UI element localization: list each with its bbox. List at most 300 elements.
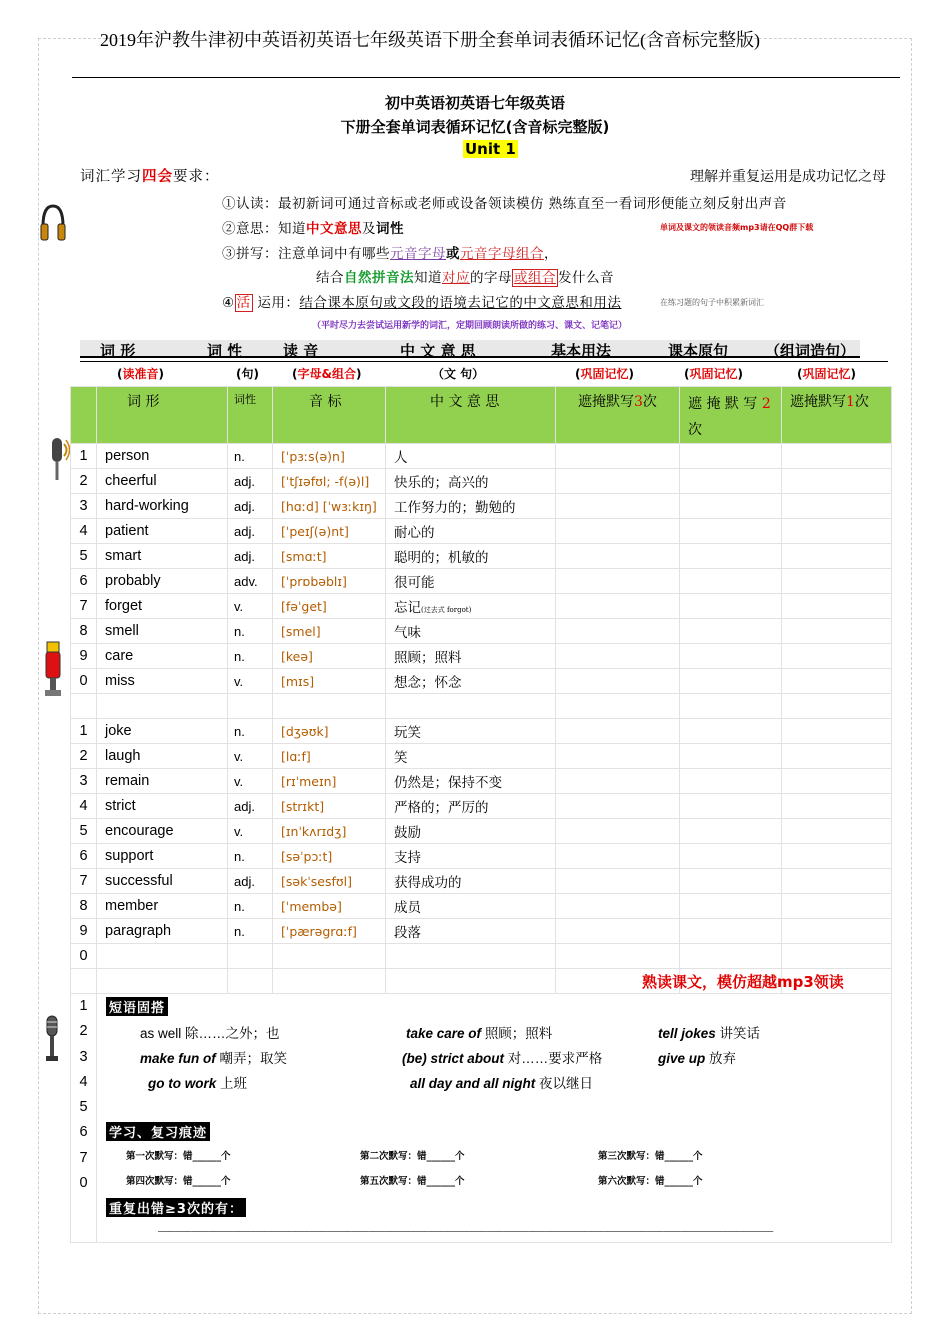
usage-tip: （平时尽力去尝试运用新学的词汇，定期回顾朗读所做的练习、课文、记笔记） xyxy=(312,321,628,331)
table-row xyxy=(71,669,892,694)
th-pos: 词性 xyxy=(228,387,273,444)
meaning-cell xyxy=(386,644,556,669)
ipa-cell: [keə] xyxy=(273,644,386,669)
recite-cell xyxy=(680,444,782,469)
ipa-cell: [lɑːf] xyxy=(273,744,386,769)
header-pronunciation: 读 音 xyxy=(283,342,319,360)
header-usage: 基本用法 xyxy=(551,342,612,360)
th-ipa: 音 标 xyxy=(273,387,386,444)
meaning-text: 想念；怀念 xyxy=(394,675,462,691)
recite-cell xyxy=(680,919,782,944)
recite-cell xyxy=(556,669,680,694)
phrase-english: as well xyxy=(140,1026,182,1041)
row-number: 4 xyxy=(71,519,97,544)
table-row xyxy=(71,769,892,794)
recite-cell xyxy=(782,794,892,819)
table-row xyxy=(71,869,892,894)
table-row xyxy=(71,919,892,944)
meaning-cell xyxy=(386,944,556,969)
table-row xyxy=(71,619,892,644)
meaning-cell xyxy=(386,844,556,869)
recite-cell xyxy=(680,519,782,544)
document-title: 2019年沪教牛津初中英语初英语七年级英语下册全套单词表循环记忆(含音标完整版) xyxy=(100,30,760,50)
row-number: 6 xyxy=(71,844,97,869)
recite-cell xyxy=(556,519,680,544)
review-4: 第四次默写：错______个 xyxy=(126,1176,231,1187)
pos-cell: adv. xyxy=(228,569,273,594)
phrase-item xyxy=(402,1047,602,1067)
recite-cell xyxy=(680,494,782,519)
recite-cell xyxy=(556,494,680,519)
phrase-english: (be) strict about xyxy=(402,1051,505,1066)
recite-cell xyxy=(680,619,782,644)
blank-cell xyxy=(680,694,782,719)
recite-cell xyxy=(782,769,892,794)
ipa-cell xyxy=(273,944,386,969)
pos-cell: adj. xyxy=(228,469,273,494)
blank-cell xyxy=(228,969,273,994)
word-cell: member xyxy=(97,894,228,919)
blank-cell xyxy=(386,969,556,994)
th-recite-1: 遮掩默写1次 xyxy=(782,387,892,444)
recite-cell xyxy=(680,544,782,569)
row-number: 1 xyxy=(71,719,97,744)
meaning-text: 支持 xyxy=(394,850,421,866)
word-cell: miss xyxy=(97,669,228,694)
table-row xyxy=(71,444,892,469)
th-meaning: 中 文 意 思 xyxy=(386,387,556,444)
meaning-cell xyxy=(386,819,556,844)
phrase-english: take care of xyxy=(406,1026,482,1041)
header-word: 词 形 xyxy=(100,342,136,360)
word-cell: person xyxy=(97,444,228,469)
row-number: 9 xyxy=(71,919,97,944)
phrase-chinese: 对……要求严格 xyxy=(507,1051,603,1066)
word-cell: forget xyxy=(97,594,228,619)
table-row xyxy=(71,894,892,919)
recite-cell xyxy=(556,844,680,869)
pos-cell xyxy=(228,944,273,969)
word-cell: hard-working xyxy=(97,494,228,519)
table-row xyxy=(71,944,892,969)
meaning-cell xyxy=(386,544,556,569)
blank-row xyxy=(71,694,892,719)
review-label: 学习、复习痕迹 xyxy=(106,1122,210,1141)
rule-spelling-2: 结合自然拼音法知道对应的字母 或组合 发什么音 xyxy=(316,270,614,286)
ipa-cell: [ˈpɜːs(ə)n] xyxy=(273,444,386,469)
recite-cell xyxy=(680,469,782,494)
rule-meaning: ②意思：知道中文意思及词性 xyxy=(222,221,404,237)
pos-cell: v. xyxy=(228,594,273,619)
row-number: 9 xyxy=(71,644,97,669)
recite-cell xyxy=(680,794,782,819)
word-cell: encourage xyxy=(97,819,228,844)
ipa-cell: [strɪkt] xyxy=(273,794,386,819)
studio-microphone-icon xyxy=(44,1014,60,1068)
recite-cell xyxy=(782,569,892,594)
header-sentence: （组词造句） xyxy=(765,342,856,360)
table-row xyxy=(71,794,892,819)
sub-header-5: (巩固记忆) xyxy=(575,367,634,381)
phrase-english: go to work xyxy=(148,1076,217,1091)
phrase-item xyxy=(148,1072,247,1092)
word-cell: laugh xyxy=(97,744,228,769)
recite-cell xyxy=(680,594,782,619)
table-row xyxy=(71,719,892,744)
recite-cell xyxy=(556,619,680,644)
blank-cell xyxy=(386,694,556,719)
row-number: 5 xyxy=(71,544,97,569)
word-cell: smell xyxy=(97,619,228,644)
table-row xyxy=(71,569,892,594)
phrase-item xyxy=(658,1022,760,1042)
meaning-text: 人 xyxy=(394,450,408,466)
pos-cell: n. xyxy=(228,919,273,944)
recite-cell xyxy=(680,819,782,844)
blank-cell xyxy=(97,969,228,994)
blank-cell xyxy=(273,969,386,994)
bottom-number: 4 xyxy=(79,1073,88,1090)
pos-cell: v. xyxy=(228,769,273,794)
meaning-text: 气味 xyxy=(394,625,421,641)
phrase-item xyxy=(406,1022,552,1042)
pos-cell: v. xyxy=(228,669,273,694)
recite-note: 熟读课文，模仿超越mp3领读 xyxy=(642,973,844,991)
blank-cell xyxy=(97,694,228,719)
row-number: 3 xyxy=(71,494,97,519)
meaning-cell xyxy=(386,919,556,944)
rule-usage: ④ 活 运用：结合课本原句或文段的语境去记它的中文意思和用法 xyxy=(222,295,622,311)
recite-cell xyxy=(680,669,782,694)
table-row xyxy=(71,644,892,669)
ipa-cell: [fəˈget] xyxy=(273,594,386,619)
microphone-icon xyxy=(42,640,64,704)
ipa-cell: [ˈmembə] xyxy=(273,894,386,919)
meaning-cell xyxy=(386,769,556,794)
recite-cell xyxy=(782,594,892,619)
phrase-english: tell jokes xyxy=(658,1026,716,1041)
meaning-text: 聪明的；机敏的 xyxy=(394,550,489,566)
phrases-label: 短语固搭 xyxy=(106,997,168,1016)
heading-line2: 下册全套单词表循环记忆(含音标完整版) xyxy=(340,118,610,136)
rule-spelling: ③拼写：注意单词中有哪些元音字母或元音字母组合， xyxy=(222,246,558,262)
row-number: 3 xyxy=(71,769,97,794)
recite-cell xyxy=(680,769,782,794)
header-textbook: 课本原句 xyxy=(668,342,729,360)
pos-cell: n. xyxy=(228,444,273,469)
row-number: 1 xyxy=(71,444,97,469)
review-2: 第二次默写：错______个 xyxy=(360,1151,465,1162)
review-3: 第三次默写：错______个 xyxy=(598,1151,703,1162)
heading-line1: 初中英语初英语七年级英语 xyxy=(384,94,565,112)
repeat-errors-label: 重复出错≥3次的有： xyxy=(106,1198,246,1217)
bottom-number: 7 xyxy=(79,1149,88,1166)
microphone-wave-icon xyxy=(44,436,70,488)
blank-cell xyxy=(71,694,97,719)
table-row xyxy=(71,594,892,619)
recite-cell xyxy=(782,619,892,644)
unit-label: Unit 1 xyxy=(465,140,516,158)
meaning-cell xyxy=(386,569,556,594)
recite-cell xyxy=(782,669,892,694)
phrase-english: make fun of xyxy=(140,1051,216,1066)
recite-cell xyxy=(782,894,892,919)
ipa-cell: [dʒəʊk] xyxy=(273,719,386,744)
vocabulary-table xyxy=(70,386,892,1243)
row-number: 8 xyxy=(71,894,97,919)
pos-cell: n. xyxy=(228,719,273,744)
recite-cell xyxy=(556,719,680,744)
pos-cell: v. xyxy=(228,819,273,844)
recite-cell xyxy=(680,844,782,869)
recite-cell xyxy=(556,469,680,494)
row-number: 2 xyxy=(71,744,97,769)
ipa-cell: [ˈpærəgrɑːf] xyxy=(273,919,386,944)
meaning-cell xyxy=(386,519,556,544)
word-cell xyxy=(97,944,228,969)
phrase-item xyxy=(658,1047,736,1067)
table-row xyxy=(71,744,892,769)
meaning-text: 玩笑 xyxy=(394,725,421,741)
mp3-note: 单词及课文的领读音频mp3请在QQ群下载 xyxy=(660,223,814,232)
recite-cell xyxy=(556,569,680,594)
review-1: 第一次默写：错______个 xyxy=(126,1151,231,1162)
recite-cell xyxy=(782,644,892,669)
sub-header-1: (读准音) xyxy=(117,367,164,381)
rule-recognize: ①认读：最初新词可通过音标或老师或设备领读模仿 熟练直至一看词形便能立刻反射出声音 xyxy=(222,196,787,212)
recite-cell xyxy=(680,869,782,894)
bottom-number: 3 xyxy=(79,1048,88,1065)
table-row xyxy=(71,469,892,494)
phrase-chinese: 除……之外；也 xyxy=(185,1026,280,1041)
word-cell: paragraph xyxy=(97,919,228,944)
recite-cell xyxy=(680,719,782,744)
row-number: 0 xyxy=(71,669,97,694)
ipa-cell: [smel] xyxy=(273,619,386,644)
pos-cell: n. xyxy=(228,894,273,919)
sub-header-7: (巩固记忆) xyxy=(797,367,856,381)
bottom-number: 5 xyxy=(79,1099,88,1116)
table-row xyxy=(71,519,892,544)
row-number: 8 xyxy=(71,619,97,644)
meaning-text: 鼓励 xyxy=(394,825,421,841)
recite-cell xyxy=(782,744,892,769)
meaning-text: 快乐的；高兴的 xyxy=(394,475,489,491)
practice-note: 在练习题的句子中积累新词汇 xyxy=(660,298,764,307)
pos-cell: adj. xyxy=(228,519,273,544)
bottom-number: 0 xyxy=(79,1175,88,1192)
table-header-row xyxy=(71,387,892,444)
ipa-cell: [ˈpeɪʃ(ə)nt] xyxy=(273,519,386,544)
meaning-text: 忘记 xyxy=(394,600,421,616)
blank-cell xyxy=(782,694,892,719)
sub-header-4: （文 句） xyxy=(432,367,485,381)
row-number: 7 xyxy=(71,594,97,619)
recite-cell xyxy=(782,544,892,569)
phrase-english: give up xyxy=(658,1051,706,1066)
recite-cell xyxy=(782,719,892,744)
phrase-chinese: 上班 xyxy=(220,1076,248,1091)
pos-cell: adj. xyxy=(228,869,273,894)
recite-cell xyxy=(782,494,892,519)
word-cell: support xyxy=(97,844,228,869)
table-row xyxy=(71,844,892,869)
meaning-text: 耐心的 xyxy=(394,525,435,541)
word-cell: strict xyxy=(97,794,228,819)
bottom-number: 1 xyxy=(79,998,88,1014)
ipa-cell: [səkˈsesfʊl] xyxy=(273,869,386,894)
word-cell: smart xyxy=(97,544,228,569)
row-number: 5 xyxy=(71,819,97,844)
recite-cell xyxy=(556,594,680,619)
recite-cell xyxy=(680,744,782,769)
meaning-text: 工作努力的；勤勉的 xyxy=(394,500,516,516)
word-cell: successful xyxy=(97,869,228,894)
row-number: 2 xyxy=(71,469,97,494)
recite-cell xyxy=(556,819,680,844)
recite-cell xyxy=(556,869,680,894)
row-number: 4 xyxy=(71,794,97,819)
bottom-number: 6 xyxy=(79,1124,88,1141)
meaning-text: 获得成功的 xyxy=(394,875,462,891)
recite-cell xyxy=(680,944,782,969)
blank-cell xyxy=(228,694,273,719)
row-number: 7 xyxy=(71,869,97,894)
meaning-text: 严格的；严厉的 xyxy=(394,800,489,816)
meaning-cell xyxy=(386,719,556,744)
header-meaning: 中 文 意 思 xyxy=(400,342,476,360)
th-recite-3: 遮掩默写3次 xyxy=(556,387,680,444)
pos-cell: n. xyxy=(228,619,273,644)
meaning-note: (过去式 forgot) xyxy=(421,606,472,614)
recite-cell xyxy=(782,844,892,869)
pos-cell: adj. xyxy=(228,494,273,519)
bottom-numbers xyxy=(71,994,97,1243)
ipa-cell: [smɑːt] xyxy=(273,544,386,569)
meaning-text: 很可能 xyxy=(394,575,435,591)
row-number: 0 xyxy=(71,944,97,969)
blank-cell xyxy=(556,694,680,719)
meaning-cell xyxy=(386,869,556,894)
meaning-cell xyxy=(386,744,556,769)
headphones-icon xyxy=(40,202,66,250)
pos-cell: adj. xyxy=(228,544,273,569)
bottom-number: 2 xyxy=(79,1023,88,1040)
word-cell: probably xyxy=(97,569,228,594)
phrase-item xyxy=(140,1022,280,1042)
recite-cell xyxy=(782,519,892,544)
table-row xyxy=(71,494,892,519)
table-row xyxy=(71,544,892,569)
ipa-cell: [ˈprɒbəblɪ] xyxy=(273,569,386,594)
word-cell: patient xyxy=(97,519,228,544)
th-recite-2: 遮 掩 默 写 2 次 xyxy=(680,387,782,444)
phrase-chinese: 夜以继日 xyxy=(539,1076,594,1091)
recite-cell xyxy=(556,644,680,669)
blank-cell xyxy=(71,969,97,994)
ipa-cell: [ɪnˈkʌrɪdʒ] xyxy=(273,819,386,844)
pos-cell: adj. xyxy=(228,794,273,819)
recite-cell xyxy=(782,869,892,894)
phrase-chinese: 嘲弄；取笑 xyxy=(219,1051,288,1066)
th-word: 词 形 xyxy=(97,387,228,444)
word-cell: remain xyxy=(97,769,228,794)
sub-header-2: (句) xyxy=(236,367,259,381)
meaning-text: 段落 xyxy=(394,925,421,941)
meaning-cell xyxy=(386,894,556,919)
phrase-chinese: 放弃 xyxy=(709,1051,737,1066)
meaning-cell xyxy=(386,469,556,494)
meaning-text: 仍然是；保持不变 xyxy=(394,775,502,791)
phrase-item xyxy=(410,1072,593,1092)
recite-cell xyxy=(782,819,892,844)
word-cell: joke xyxy=(97,719,228,744)
review-5: 第五次默写：错______个 xyxy=(360,1176,465,1187)
blank-cell xyxy=(273,694,386,719)
word-cell: cheerful xyxy=(97,469,228,494)
meaning-text: 成员 xyxy=(394,900,421,916)
pos-cell: n. xyxy=(228,844,273,869)
meaning-cell xyxy=(386,494,556,519)
pos-cell: n. xyxy=(228,644,273,669)
sub-header-6: (巩固记忆) xyxy=(684,367,743,381)
repeat-errors-line: _________________________________________________________________________ xyxy=(158,1216,774,1232)
ipa-cell: [hɑːd] [ˈwɜːkɪŋ] xyxy=(273,494,386,519)
title-divider xyxy=(72,77,900,78)
requirements-intro: 词汇学习四会要求： xyxy=(80,168,220,185)
meaning-cell xyxy=(386,794,556,819)
meaning-cell xyxy=(386,669,556,694)
recite-cell xyxy=(556,769,680,794)
pos-cell: v. xyxy=(228,744,273,769)
requirements-note: 理解并重复运用是成功记忆之母 xyxy=(690,169,886,185)
phrase-item xyxy=(140,1047,287,1067)
row-number: 6 xyxy=(71,569,97,594)
review-6: 第六次默写：错______个 xyxy=(598,1176,703,1187)
recite-cell xyxy=(556,944,680,969)
recite-cell xyxy=(556,794,680,819)
meaning-cell xyxy=(386,444,556,469)
meaning-cell xyxy=(386,594,556,619)
phrase-chinese: 讲笑话 xyxy=(719,1026,761,1041)
meaning-text: 照顾；照料 xyxy=(394,650,462,666)
recite-cell xyxy=(782,919,892,944)
ipa-cell: [səˈpɔːt] xyxy=(273,844,386,869)
table-row xyxy=(71,819,892,844)
phrase-english: all day and all night xyxy=(410,1076,536,1091)
phrase-chinese: 照顾；照料 xyxy=(484,1026,553,1041)
ipa-cell: [rɪˈmeɪn] xyxy=(273,769,386,794)
word-cell: care xyxy=(97,644,228,669)
recite-cell xyxy=(782,944,892,969)
ipa-cell: [ˈtʃɪəfʊl; -f(ə)l] xyxy=(273,469,386,494)
recite-cell xyxy=(680,644,782,669)
recite-cell xyxy=(556,919,680,944)
column-header-rule xyxy=(80,361,888,362)
sub-header-3: (字母&组合) xyxy=(292,367,362,381)
recite-cell xyxy=(782,444,892,469)
recite-cell xyxy=(556,544,680,569)
recite-cell xyxy=(556,894,680,919)
recite-cell xyxy=(556,744,680,769)
recite-cell xyxy=(782,469,892,494)
header-pos: 词 性 xyxy=(207,342,243,360)
recite-cell xyxy=(556,444,680,469)
meaning-cell xyxy=(386,619,556,644)
recite-cell xyxy=(680,894,782,919)
ipa-cell: [mɪs] xyxy=(273,669,386,694)
meaning-text: 笑 xyxy=(394,750,408,766)
